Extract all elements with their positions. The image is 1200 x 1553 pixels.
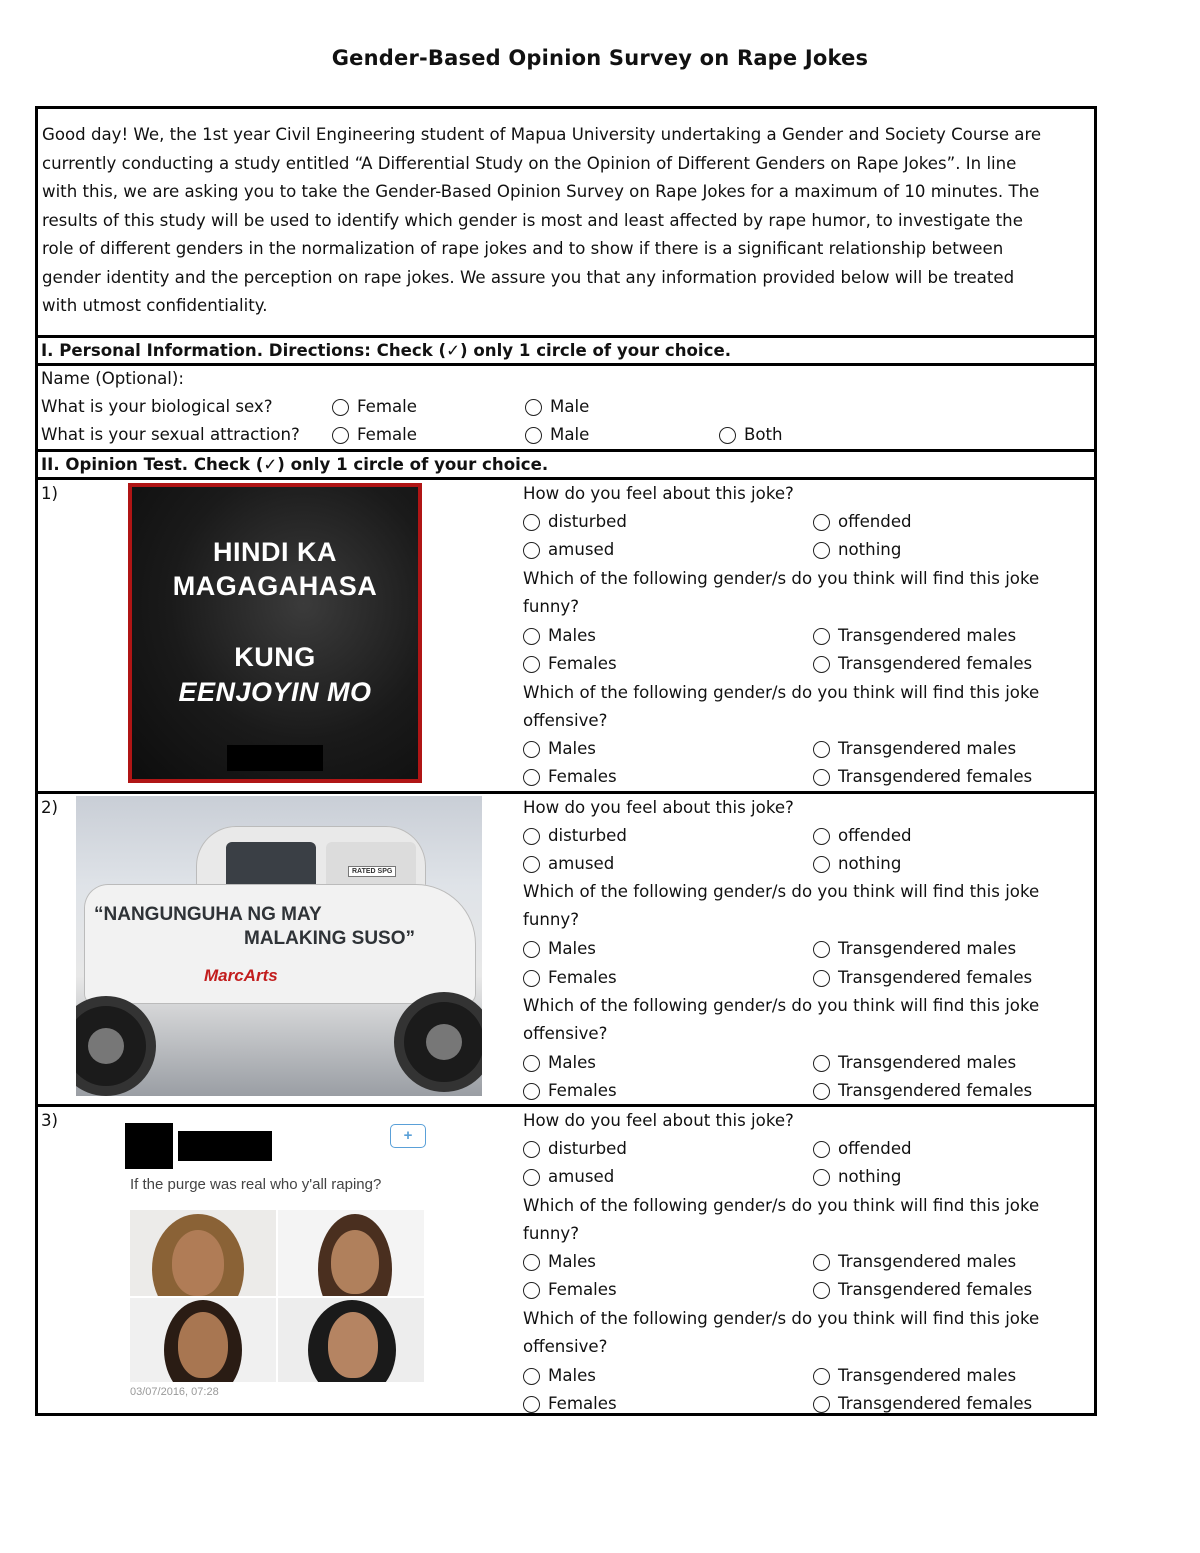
radio-circle-icon[interactable] [523,856,540,873]
sex-question: What is your biological sex? [41,397,273,416]
photo [278,1210,424,1296]
divider [38,1104,1094,1107]
image-text: KUNG [234,642,316,672]
divider [38,449,1094,452]
intro-line: Good day! We, the 1st year Civil Engineering student of Mapua University undertaking a Gender and Society Course are [42,125,1042,144]
feel-question: How do you feel about this joke? [523,1111,794,1130]
wheel [394,992,482,1092]
radio-circle-icon[interactable] [523,542,540,559]
timestamp: 03/07/2016, 07:28 [130,1386,219,1398]
offensive-question-cont: offensive? [523,1024,608,1043]
radio-circle-icon[interactable] [813,656,830,673]
option-females[interactable]: Females [523,1393,617,1415]
radio-circle-icon[interactable] [523,1368,540,1385]
sex-option-male[interactable]: Male [525,396,589,418]
option-males[interactable]: Males [523,738,596,760]
option-amused[interactable]: amused [523,853,614,875]
option-males[interactable]: Males [523,625,596,647]
option-trans-females[interactable]: Transgendered females [813,1080,1032,1102]
image-text: MALAKING SUSO” [244,928,415,949]
option-females[interactable]: Females [523,1080,617,1102]
radio-circle-icon[interactable] [813,1083,830,1100]
radio-circle-icon[interactable] [332,399,349,416]
funny-question-cont: funny? [523,910,580,929]
intro-paragraph [42,121,1094,321]
image-text: MarcArts [204,966,278,985]
option-trans-males[interactable]: Transgendered males [813,938,1016,960]
item-number: 1) [41,484,59,503]
radio-circle-icon[interactable] [813,941,830,958]
funny-question-cont: funny? [523,597,580,616]
option-trans-females[interactable]: Transgendered females [813,653,1032,675]
radio-circle-icon[interactable] [523,1254,540,1271]
option-disturbed[interactable]: disturbed [523,825,627,847]
option-males[interactable]: Males [523,1251,596,1273]
radio-circle-icon[interactable] [813,514,830,531]
offensive-question-cont: offensive? [523,711,608,730]
photo [130,1298,276,1382]
funny-question: Which of the following gender/s do you think will find this joke [523,1196,1040,1215]
offensive-question: Which of the following gender/s do you think will find this joke [523,683,1040,702]
funny-question: Which of the following gender/s do you think will find this joke [523,569,1040,588]
item-number: 2) [41,798,59,817]
offensive-question-cont: offensive? [523,1337,608,1356]
radio-circle-icon[interactable] [523,828,540,845]
option-trans-males[interactable]: Transgendered males [813,625,1016,647]
option-offended[interactable]: offended [813,511,912,533]
truck-window [226,842,316,890]
offensive-question: Which of the following gender/s do you think will find this joke [523,996,1040,1015]
sticker: RATED SPG [348,866,396,877]
image-text: MAGAGAHASA [172,571,378,601]
option-trans-females[interactable]: Transgendered females [813,766,1032,788]
radio-circle-icon[interactable] [719,427,736,444]
radio-circle-icon[interactable] [813,1254,830,1271]
option-males[interactable]: Males [523,1052,596,1074]
radio-circle-icon[interactable] [523,769,540,786]
image-text: “NANGUNGUHA NG MAY [94,904,322,925]
radio-circle-icon[interactable] [525,399,542,416]
radio-circle-icon[interactable] [525,427,542,444]
redaction-box [125,1123,173,1169]
option-amused[interactable]: amused [523,539,614,561]
divider [38,477,1094,480]
section1-heading: I. Personal Information. Directions: Check (✓) only 1 circle of your choice. [41,341,732,360]
option-trans-females[interactable]: Transgendered females [813,1393,1032,1415]
radio-circle-icon[interactable] [813,1282,830,1299]
feel-question: How do you feel about this joke? [523,484,794,503]
radio-circle-icon[interactable] [523,514,540,531]
sex-option-female[interactable]: Female [332,396,417,418]
option-offended[interactable]: offended [813,1138,912,1160]
radio-circle-icon[interactable] [523,941,540,958]
radio-circle-icon[interactable] [813,1396,830,1413]
attraction-option-both[interactable]: Both [719,424,783,446]
image-text: HINDI KA [213,537,337,567]
radio-circle-icon[interactable] [813,970,830,987]
option-disturbed[interactable]: disturbed [523,511,627,533]
intro-line: with this, we are asking you to take the Gender-Based Opinion Survey on Rape Jokes for a maximum of 10 minutes. The [42,182,1040,201]
offensive-question: Which of the following gender/s do you think will find this joke [523,1309,1040,1328]
radio-circle-icon[interactable] [813,856,830,873]
section2-heading: II. Opinion Test. Check (✓) only 1 circle of your choice. [41,455,549,474]
intro-line: gender identity and the perception on rape jokes. We assure you that any information provided below will be treated [42,267,1015,287]
intro-line: with utmost confidentiality. [42,296,268,315]
funny-question-cont: funny? [523,1224,580,1243]
option-trans-males[interactable]: Transgendered males [813,738,1016,760]
name-label: Name (Optional): [41,369,184,388]
option-amused[interactable]: amused [523,1166,614,1188]
radio-circle-icon[interactable] [813,1368,830,1385]
attraction-option-male[interactable]: Male [525,424,589,446]
survey-form [35,106,1097,1416]
option-females[interactable]: Females [523,653,617,675]
divider [38,791,1094,794]
divider [38,335,1094,338]
photo [278,1298,424,1382]
option-males[interactable]: Males [523,1365,596,1387]
option-nothing[interactable]: nothing [813,539,901,561]
radio-circle-icon[interactable] [813,1055,830,1072]
radio-circle-icon[interactable] [523,1083,540,1100]
option-disturbed[interactable]: disturbed [523,1138,627,1160]
radio-circle-icon[interactable] [523,1282,540,1299]
radio-circle-icon[interactable] [813,628,830,645]
funny-question: Which of the following gender/s do you think will find this joke [523,882,1040,901]
radio-circle-icon[interactable] [523,656,540,673]
radio-circle-icon[interactable] [523,628,540,645]
radio-circle-icon[interactable] [523,1396,540,1413]
wheel [76,996,156,1096]
joke-1-image [128,483,422,783]
divider [38,363,1094,366]
attraction-question: What is your sexual attraction? [41,425,300,444]
radio-circle-icon[interactable] [813,769,830,786]
intro-line: results of this study will be used to identify which gender is most and least affected by rape humor, to investigate the [42,210,1023,230]
attraction-option-female[interactable]: Female [332,424,417,446]
feel-question: How do you feel about this joke? [523,798,794,817]
radio-circle-icon[interactable] [813,542,830,559]
radio-circle-icon[interactable] [523,1055,540,1072]
item-number: 3) [41,1111,59,1130]
radio-circle-icon[interactable] [813,1169,830,1186]
photo [130,1210,276,1296]
option-females[interactable]: Females [523,766,617,788]
radio-circle-icon[interactable] [813,741,830,758]
option-trans-males[interactable]: Transgendered males [813,1052,1016,1074]
radio-circle-icon[interactable] [813,1141,830,1158]
radio-circle-icon[interactable] [332,427,349,444]
follow-icon: + [390,1124,426,1148]
redaction-box [178,1131,272,1161]
image-text: If the purge was real who y'all raping? [130,1176,382,1193]
radio-circle-icon[interactable] [523,970,540,987]
radio-circle-icon[interactable] [523,1141,540,1158]
option-females[interactable]: Females [523,967,617,989]
option-trans-males[interactable]: Transgendered males [813,1365,1016,1387]
radio-circle-icon[interactable] [813,828,830,845]
option-offended[interactable]: offended [813,825,912,847]
option-trans-females[interactable]: Transgendered females [813,967,1032,989]
option-males[interactable]: Males [523,938,596,960]
option-trans-females[interactable]: Transgendered females [813,1279,1032,1301]
intro-line: role of different genders in the normalization of rape jokes and to show if there is a significant relationship between [42,239,1004,258]
option-nothing[interactable]: nothing [813,1166,901,1188]
page-title: Gender-Based Opinion Survey on Rape Jokes [331,46,869,70]
intro-line: currently conducting a study entitled “A Differential Study on the Opinion of Different Genders on Rape Jokes”. In line [42,153,1017,173]
radio-circle-icon[interactable] [523,1169,540,1186]
option-nothing[interactable]: nothing [813,853,901,875]
option-trans-males[interactable]: Transgendered males [813,1251,1016,1273]
joke-2-image [76,796,482,1096]
option-females[interactable]: Females [523,1279,617,1301]
radio-circle-icon[interactable] [523,741,540,758]
redaction-box [227,745,323,771]
image-text: EENJOYIN MO [178,677,372,707]
joke-3-image [122,1110,432,1412]
